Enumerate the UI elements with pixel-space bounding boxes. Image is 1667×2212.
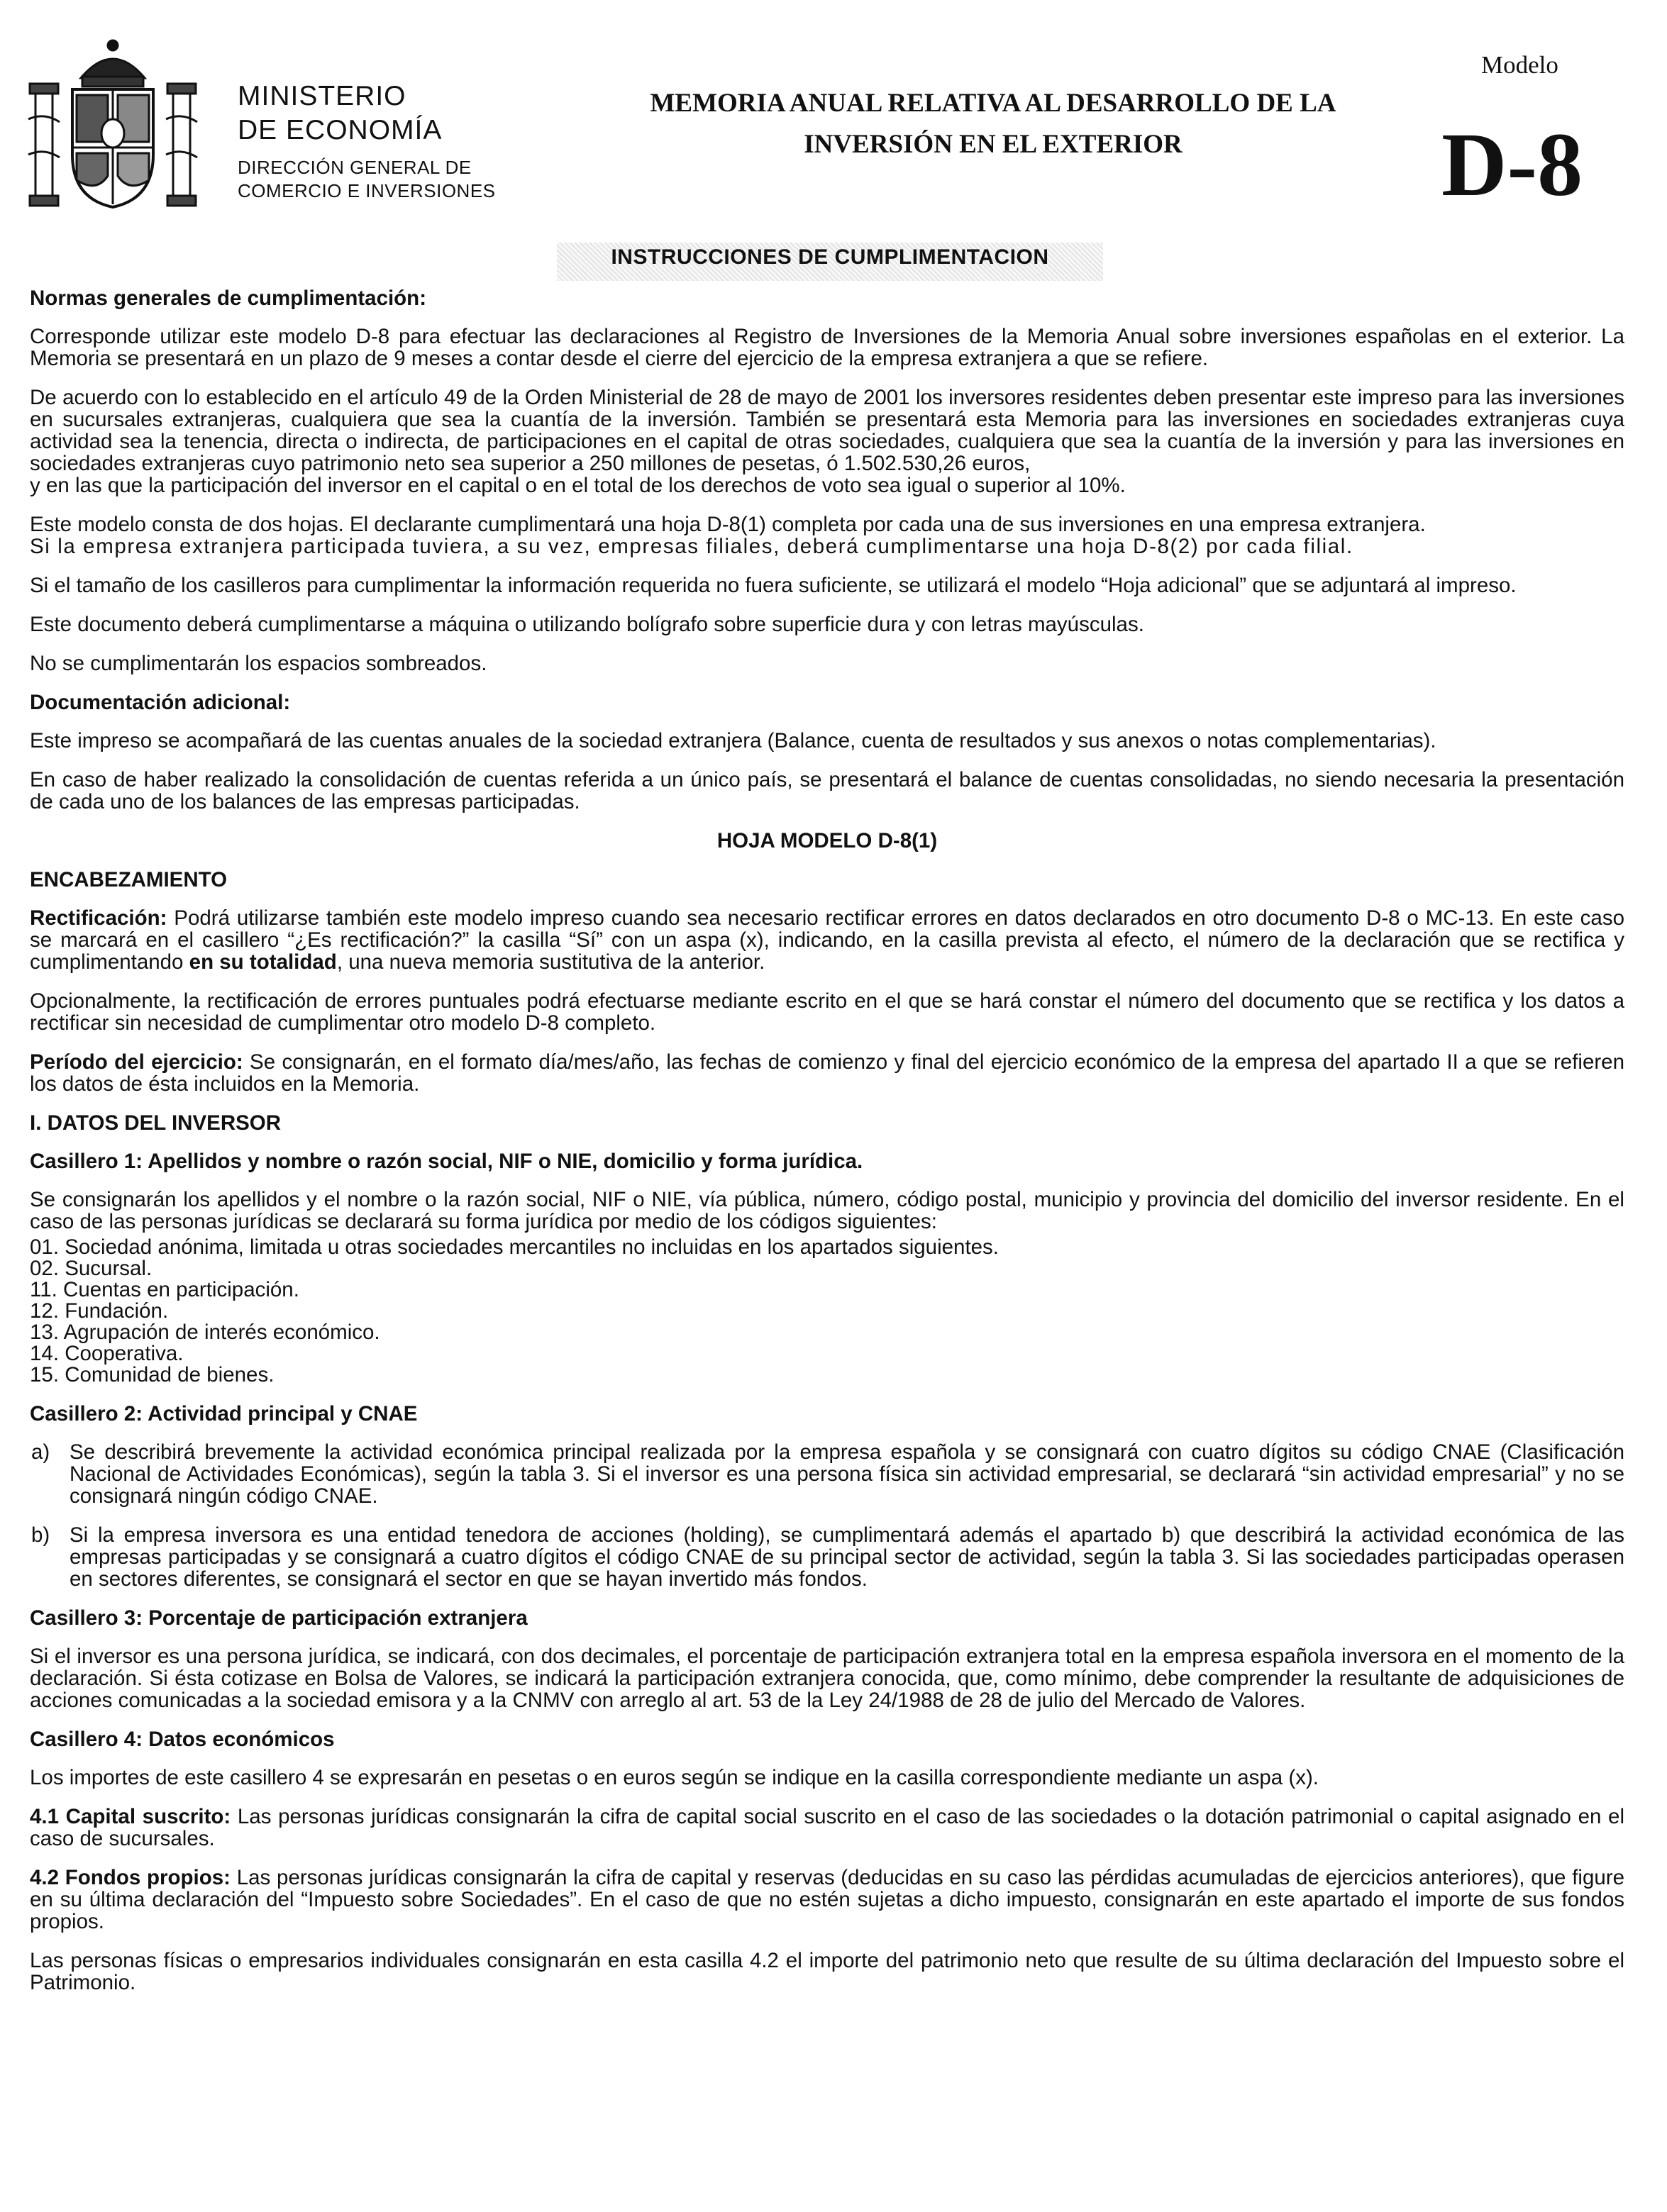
ministry-name: MINISTERIO (238, 81, 406, 111)
list-item: 14. Cooperativa. (30, 1342, 184, 1365)
paragraph: Si el tamaño de los casilleros para cumplimentar la información requerida no fuera suficiente, se utilizará el modelo “Hoja adicional” que se adjuntará al impreso. (30, 574, 1517, 597)
section-heading-normas: Normas generales de cumplimentación: (30, 287, 427, 310)
model-label: Modelo (1481, 51, 1558, 79)
document-title-line1: MEMORIA ANUAL RELATIVA AL DESARROLLO DE LA (650, 89, 1336, 118)
paragraph: Este impreso se acompañará de las cuentas anuales de la sociedad extranjera (Balance, cuenta de resultados y sus anexos o notas complementarias). (30, 729, 1436, 752)
item-label: a) (31, 1440, 50, 1464)
casillero-heading-3: Casillero 3: Porcentaje de participación extranjera (30, 1606, 528, 1630)
term-label: Período del ejercicio: (30, 1050, 243, 1074)
instructions-body (30, 287, 1624, 2011)
paragraph (30, 1867, 1624, 1933)
paragraph: Se consignarán los apellidos y el nombre o la razón social, NIF o NIE, vía pública, número, código postal, municipio y provincia del domicilio del inversor residente. En el caso de las personas jurídicas se declarará su forma jurídica por medio de los códigos siguientes: (30, 1188, 1624, 1233)
list-item: 12. Fundación. (30, 1299, 169, 1323)
paragraph (30, 1806, 1624, 1850)
list-item: 15. Comunidad de bienes. (30, 1363, 275, 1386)
item-text: Si la empresa inversora es una entidad tenedora de acciones (holding), se cumplimentará además el apartado b) que describirá la actividad económica de las empresas participadas y se consignará a cuatro dígitos el código CNAE de su principal sector de actividad, según la tabla 3. Si las sociedades participadas operasen en sectores diferentes, se consignará el sector en que se hayan invertido más fondos. (70, 1523, 1624, 1591)
section-heading-encabezamiento: ENCABEZAMIENTO (30, 868, 228, 891)
term-label: Rectificación: (30, 906, 167, 930)
paragraph: En caso de haber realizado la consolidación de cuentas referida a un único país, se presentará el balance de cuentas consolidadas, no siendo necesaria la presentación de cada uno de los balances de las empresas participadas. (30, 768, 1624, 813)
paragraph-text: Las personas jurídicas consignarán la cifra de capital social suscrito en el caso de las sociedades o la dotación patrimonial o capital asignado en el caso de sucursales. (30, 1805, 1624, 1850)
directorate-name: DIRECCIÓN GENERAL DE (238, 157, 472, 178)
model-code: D-8 (1441, 114, 1583, 215)
item-text: Se describirá brevemente la actividad económica principal realizada por la empresa española y se consignará con cuatro dígitos su código CNAE (Clasificación Nacional de Actividades Económicas), según la tabla 3. Si el inversor es una persona física sin actividad empresarial, se declarará “sin actividad empresarial” y no se consignará ningún código CNAE. (70, 1440, 1624, 1508)
paragraph-text: Podrá utilizarse también este modelo impreso cuando sea necesario rectificar errores en datos declarados en otro documento D-8 o MC-13. En este caso se marcará en el casillero “¿Es rectificación?” la casilla “Sí” con un aspa (x), indicando, en la casilla prevista al efecto, el número de la declaración que se rectifica y cumplimentando (30, 906, 1624, 974)
term-label: 4.1 Capital suscrito: (30, 1805, 231, 1828)
paragraph: Este documento deberá cumplimentarse a máquina o utilizando bolígrafo sobre superficie dura y con letras mayúsculas. (30, 613, 1144, 636)
paragraph (30, 387, 1624, 496)
paragraph (30, 1051, 1624, 1095)
document-title (553, 83, 1433, 165)
ministry-name-line2: DE ECONOMÍA (238, 115, 443, 145)
item-label: b) (31, 1523, 50, 1547)
paragraph (30, 907, 1624, 973)
section-heading-documentacion: Documentación adicional: (30, 691, 291, 714)
list-item (30, 1441, 1624, 1507)
paragraph: Las personas físicas o empresarios individuales consignarán en esta casilla 4.2 el importe del patrimonio neto que resulte de su última declaración del Impuesto sobre el Patrimonio. (30, 1949, 1624, 1994)
instructions-title: INSTRUCCIONES DE CUMPLIMENTACION (557, 243, 1103, 281)
legal-form-codes-list (30, 1237, 1624, 1386)
paragraph: Si el inversor es una persona jurídica, se indicará, con dos decimales, el porcentaje de participación extranjera total en la empresa española inversora en el momento de la declaración. Si ésta cotizase en Bolsa de Valores, se indicará la participación extranjera conocida, que, como mínimo, debe comprender la resultante de adquisiciones de acciones comunicadas a la sociedad emisora y a la CNMV con arreglo al art. 53 de la Ley 24/1988 de 28 de julio del Mercado de Valores. (30, 1645, 1624, 1712)
paragraph: Opcionalmente, la rectificación de errores puntuales podrá efectuarse mediante escrito en el que se hará constar el número del documento que se rectifica y los datos a rectificar sin necesidad de cumplimentar otro modelo D-8 completo. (30, 989, 1624, 1035)
emphasis-text: en su totalidad (189, 950, 337, 974)
sheet-title: HOJA MODELO D-8(1) (716, 829, 938, 852)
directorate-name-line2: COMERCIO E INVERSIONES (238, 180, 496, 201)
document-title-line2: INVERSIÓN EN EL EXTERIOR (804, 130, 1183, 159)
paragraph-text: , una nueva memoria sustitutiva de la anterior. (336, 950, 765, 974)
list-item: 02. Sucursal. (30, 1257, 153, 1280)
casillero-heading-1: Casillero 1: Apellidos y nombre o razón social, NIF o NIE, domicilio y forma jurídica. (30, 1150, 863, 1173)
paragraph: Los importes de este casillero 4 se expresarán en pesetas o en euros según se indique en la casilla correspondiente mediante un aspa (x). (30, 1766, 1319, 1789)
casillero-heading-4: Casillero 4: Datos económicos (30, 1728, 335, 1751)
section-heading-datos-inversor: I. DATOS DEL INVERSOR (30, 1111, 282, 1135)
term-label: 4.2 Fondos propios: (30, 1866, 231, 1889)
list-item: 01. Sociedad anónima, limitada u otras sociedades mercantiles no incluidas en los apartados siguientes. (30, 1235, 999, 1259)
paragraph-text: Las personas jurídicas consignarán la cifra de capital y reservas (deducidas en su caso las pérdidas acumuladas de ejercicios anteriores), que figure en su última declaración del “Impuesto sobre Sociedades”. En el caso de que no estén sujetas a dicho impuesto, consignarán en este apartado el importe de sus fondos propios. (30, 1866, 1624, 1933)
list-item: 11. Cuentas en participación. (30, 1278, 299, 1301)
list-item (30, 1524, 1624, 1590)
paragraph-text: Este modelo consta de dos hojas. El declarante cumplimentará una hoja D-8(1) completa por cada una de sus inversiones en una empresa extranjera. (30, 513, 1426, 536)
paragraph: No se cumplimentarán los espacios sombreados. (30, 652, 487, 675)
casillero-heading-2: Casillero 2: Actividad principal y CNAE (30, 1402, 418, 1425)
paragraph-text: Si la empresa extranjera participada tuviera, a su vez, empresas filiales, deberá cumplimentarse una hoja D-8(2) por cada filial. (30, 535, 1353, 558)
paragraph (30, 513, 1624, 557)
ministry-block (238, 79, 496, 203)
paragraph: Corresponde utilizar este modelo D-8 para efectuar las declaraciones al Registro de Inversiones de la Memoria Anual sobre inversiones españolas en el exterior. La Memoria se presentará en un plazo de 9 meses a contar desde el cierre del ejercicio de la empresa extranjera a que se refiere. (30, 325, 1624, 370)
list-item: 13. Agrupación de interés económico. (30, 1321, 380, 1344)
coat-of-arms-icon (26, 34, 200, 213)
paragraph-text: Se consignarán, en el formato día/mes/año, las fechas de comienzo y final del ejercicio económico de la empresa del apartado II a que se refieren los datos de ésta incluidos en la Memoria. (30, 1050, 1624, 1096)
paragraph-text: y en las que la participación del inversor en el capital o en el total de los derechos de voto sea igual o superior al 10%. (30, 474, 1126, 497)
paragraph-text: De acuerdo con lo establecido en el artículo 49 de la Orden Ministerial de 28 de mayo de 2001 los inversores residentes deben presentar este impreso para las inversiones en sucursales extranjeras, cualquiera que sea la cuantía de la inversión. También se presentará esta Memoria para las inversiones en sociedades extranjeras cuya actividad sea la tenencia, directa o indirecta, de participaciones en el capital de otras sociedades, cualquiera que sea la cuantía de la inversión y para las inversiones en sociedades extranjeras cuyo patrimonio neto sea superior a 250 millones de pesetas, ó 1.502.530,26 euros, (30, 386, 1624, 475)
